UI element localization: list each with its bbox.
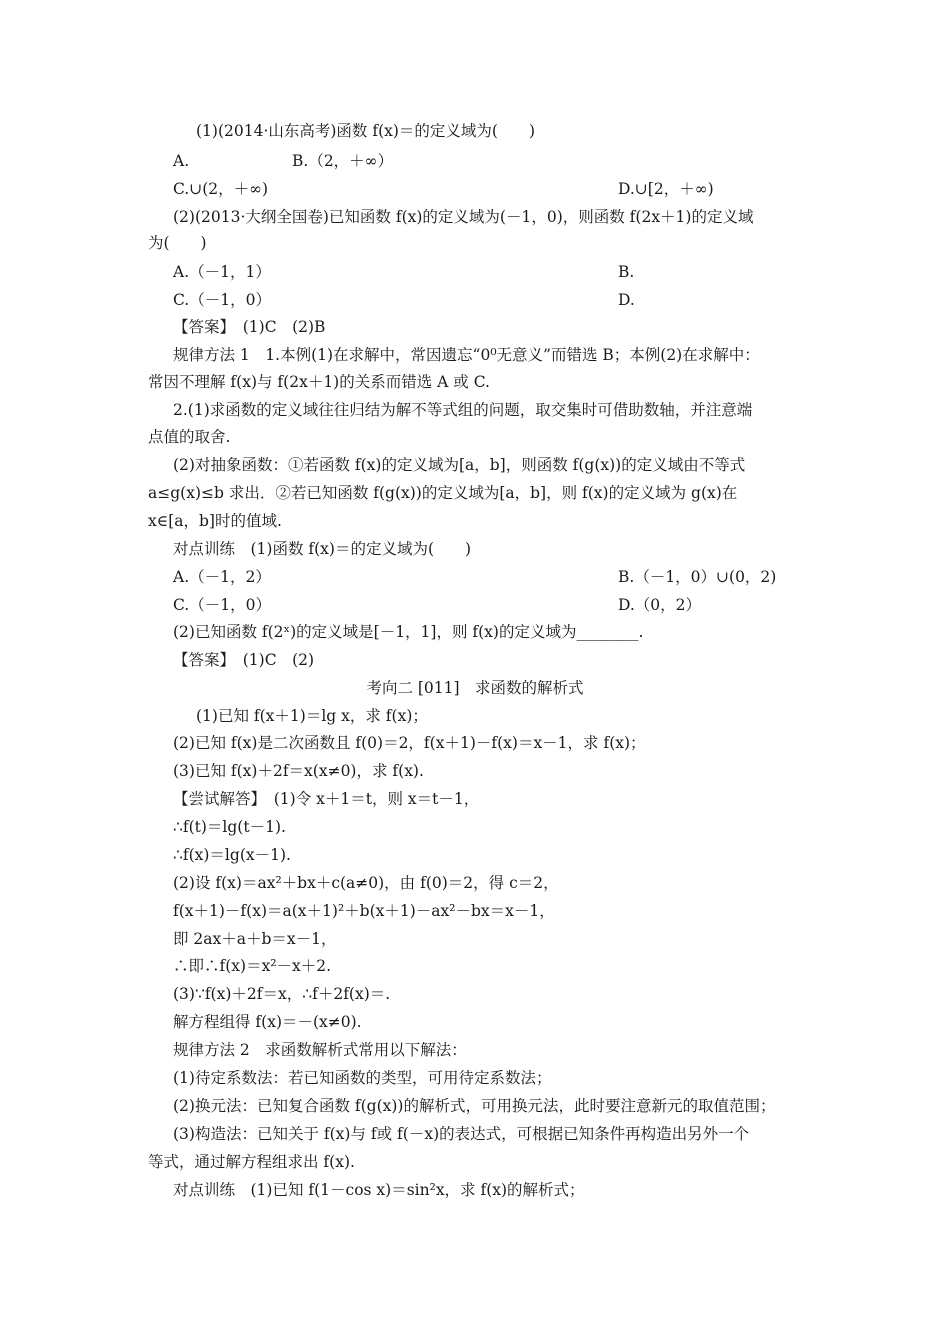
option-d: D.（0，2）: [618, 596, 702, 614]
solution-line: f(x＋1)－f(x)＝a(x＋1)²＋b(x＋1)－ax²－bx＝x－1，: [173, 902, 555, 920]
option-a: A.: [173, 152, 190, 170]
method2-line: (1)待定系数法：若已知函数的类型，可用待定系数法；: [173, 1069, 552, 1087]
method1-line: a≤g(x)≤b 求出．②若已知函数 f(g(x))的定义域为[a，b]，则 f(x)的定义域为 g(x)在: [148, 484, 738, 502]
practice-question2: (2)已知函数 f(2ˣ)的定义域是[－1，1]，则 f(x)的定义域为________.: [173, 623, 644, 641]
method1-line: x∈[a，b]时的值域.: [148, 512, 282, 530]
solution-line: ∴f(t)＝lg(t－1).: [173, 818, 286, 836]
solution-line: ∴即∴f(x)＝x²－x＋2.: [173, 957, 332, 975]
option-a: A.（－1，1）: [173, 263, 271, 281]
example2-question1: (1)已知 f(x＋1)＝lg x，求 f(x)；: [196, 707, 428, 725]
method2-line: (3)构造法：已知关于 f(x)与 f或 f(－x)的表达式，可根据已知条件再构造出另外一个: [173, 1125, 750, 1143]
option-a: A.（－1，2）: [173, 568, 271, 586]
section-heading: 考向二 [011] 求函数的解析式: [366, 679, 584, 697]
solution-line: 解方程组得 f(x)＝－(x≠0).: [173, 1013, 362, 1031]
solution-line: ∴f(x)＝lg(x－1).: [173, 846, 291, 864]
answer-line: 【答案】 (1)C (2): [173, 651, 315, 669]
method2-line: 规律方法 2 求函数解析式常用以下解法：: [173, 1041, 467, 1059]
method1-line: 规律方法 1 1.本例(1)在求解中，常因遗忘“0⁰无意义”而错选 B；本例(2)在求解中：: [173, 346, 760, 364]
example1-question2: (2)(2013·大纲全国卷)已知函数 f(x)的定义域为(－1，0)，则函数 f(2x＋1)的定义域: [173, 208, 754, 226]
example1-question2-cont: 为( ): [148, 234, 207, 252]
option-b: B.（－1，0）∪(0，2): [618, 568, 777, 586]
example2-question3: (3)已知 f(x)＋2f＝x(x≠0)，求 f(x).: [173, 762, 424, 780]
option-d: D.∪[2，＋∞): [618, 180, 714, 198]
solution-line: 即 2ax＋a＋b＝x－1，: [173, 930, 337, 948]
answer-line: 【答案】 (1)C (2)B: [173, 318, 326, 336]
practice-question1: 对点训练 (1)函数 f(x)＝的定义域为( ): [173, 540, 472, 558]
solution-line: (3)∵f(x)＋2f＝x，∴f＋2f(x)＝.: [173, 985, 391, 1003]
option-c: C.∪(2，＋∞): [173, 180, 269, 198]
method1-line: (2)对抽象函数：①若函数 f(x)的定义域为[a，b]，则函数 f(g(x))的定义域由不等式: [173, 456, 746, 474]
example1-question1: (1)(2014·山东高考)函数 f(x)＝的定义域为( ): [196, 122, 536, 140]
method1-line: 常因不理解 f(x)与 f(2x＋1)的关系而错选 A 或 C.: [148, 373, 490, 391]
solution-line: (2)设 f(x)＝ax²＋bx＋c(a≠0)，由 f(0)＝2，得 c＝2，: [173, 874, 559, 892]
method2-line: 等式，通过解方程组求出 f(x).: [148, 1153, 355, 1171]
option-c: C.（－1，0）: [173, 291, 271, 309]
solution-line: 【尝试解答】 (1)令 x＋1＝t，则 x＝t－1，: [173, 790, 480, 808]
option-d: D.: [618, 291, 635, 309]
example2-question2: (2)已知 f(x)是二次函数且 f(0)＝2，f(x＋1)－f(x)＝x－1，求 f(x)；: [173, 734, 646, 752]
option-b: B.: [618, 263, 635, 281]
option-b: B.（2，＋∞）: [292, 152, 394, 170]
option-c: C.（－1，0）: [173, 596, 271, 614]
method1-line: 点值的取舍.: [148, 428, 231, 446]
practice-question1: 对点训练 (1)已知 f(1－cos x)＝sin²x，求 f(x)的解析式；: [173, 1181, 585, 1199]
method2-line: (2)换元法：已知复合函数 f(g(x))的解析式，可用换元法，此时要注意新元的取值范围；: [173, 1097, 776, 1115]
method1-line: 2.(1)求函数的定义域往往归结为解不等式组的问题，取交集时可借助数轴，并注意端: [173, 401, 753, 419]
